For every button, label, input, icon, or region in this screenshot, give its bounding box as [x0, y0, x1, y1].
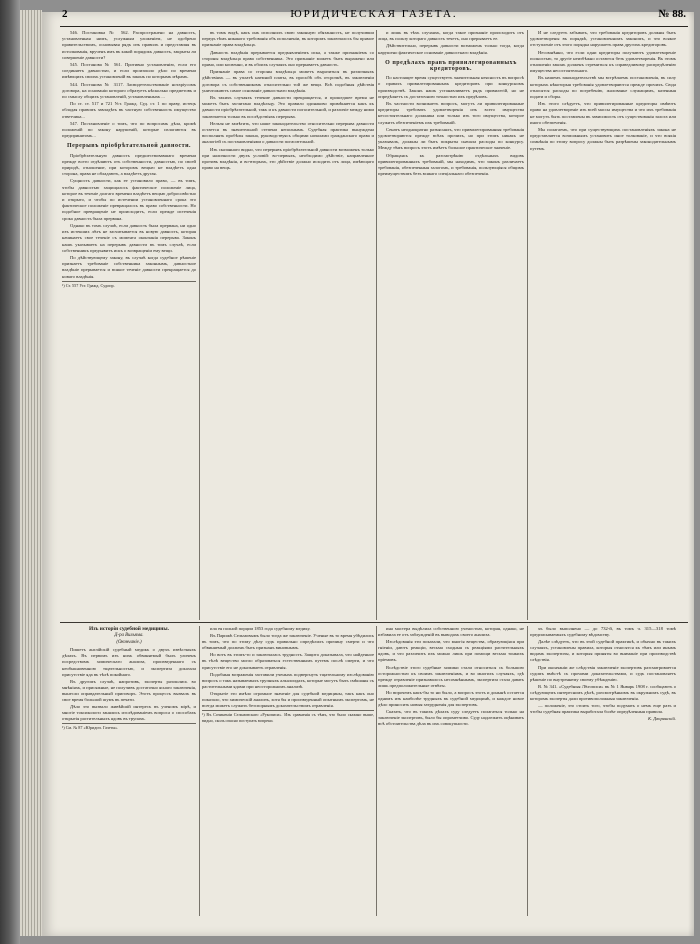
feuilleton-note: (Окончаніе.) [116, 640, 142, 646]
paragraph: По настоящее время существуетъ значительная неясность въ вопросѣ о правахъ привилегированныхъ кредиторовъ при конкурсномъ производствѣ. Законъ нашъ устанавливаетъ рядъ привилегій, но не опредѣляетъ съ достаточною точностью ихъ предѣловъ. [378, 75, 524, 99]
page-number: 2 [62, 8, 70, 20]
page-header [62, 8, 686, 26]
footnote: ¹) Ст. 557 Уст. Гражд. Судопр. [62, 281, 196, 289]
paragraph: Сенатъ неоднократно разъяснялъ, что привилегированныя требованія удовлетворяются прежде всѣхъ прочихъ, но при этомъ никакъ не указывалъ, должны ли быть покрыты сначала расходы по конкурсу. Между тѣмъ вопросъ этотъ имѣетъ большое практическое значеніе. [378, 126, 524, 151]
book-binding [0, 0, 20, 944]
paragraph: 547. Постановленіе о томъ, что по вопросамъ дѣла, кромѣ положеній по закону нарушеній, которые излагаются въ предпринятомъ... [62, 120, 196, 139]
column-divider [199, 626, 200, 916]
paragraph: Далѣе слѣдуетъ, что въ этой судебной практикѣ, и обычно въ такихъ случаяхъ, установлены правила, которыя относятся къ тѣмъ или инымъ видамъ экспертизы, и которыя приняты во вниманіе при производствѣ слѣдствія. [530, 639, 676, 663]
paragraph: въ томъ видѣ, какъ онъ исполнилъ свою законную обязанность, не получивши передъ тѣмъ никакого требованія объ исполненіи, въ которомъ заключалось бы прямое признаніе права владѣльца. [202, 30, 374, 48]
feuilleton-column-a [62, 626, 196, 916]
footnote: ¹) Въ Сочиненіи Сельмовскаго «Рукописи». Изъ сравненія съ тѣмъ, что было сказано выше, видно, сколь опасно поступать вопреки. [202, 712, 374, 724]
feuilleton-column-d [530, 626, 676, 916]
paragraph: Нельзя не замѣтить, что наше законодательство относительно перерыва давности остается въ значительной степени неполнымъ. Судебная практика вынуждена восполнять пробѣлы закона, руководствуясь общими началами гражданскаго права и аналогіей съ постановленіями о давности погасительной. [202, 120, 374, 145]
author-signature: К. Дворянскій. [647, 716, 676, 722]
paragraph: Но вотъ въ этомъ-то и заключалась трудность. Защита доказывала, что найденное въ тѣлѣ вещество могло образоваться естественнымъ путемъ послѣ смерти, и что присутствіе его не доказываетъ отравленія. [202, 652, 374, 670]
feuilleton-rule [60, 622, 688, 623]
paragraph: хъ было выполнено — до 732-й, въ томъ ч. 315—318 томѣ предписываемыхъ судебному вѣдомству. [530, 626, 676, 638]
paragraph: Подобныя возраженія заставили ученыхъ подвергнуть тщательному изслѣдованію вопросъ о такъ называемыхъ трупныхъ алкалоидахъ, которые могутъ быть смѣшаны съ растительными ядами при неосторожномъ анализѣ. [202, 671, 374, 689]
paragraph: Пишетъ англійскій судебный медикъ о двухъ извѣстныхъ дѣлахъ. Въ первомъ изъ нихъ обвиняемый былъ уличенъ посредствомъ химическаго анализа, произведеннаго съ необыкновенною тщательностью, и экспертиза доказала присутствіе яда въ тѣлѣ покойнаго. [62, 647, 196, 677]
column-c [378, 30, 524, 620]
header-rule [60, 26, 688, 27]
paragraph: Несомнѣнно, что если одни кредиторы получаютъ удовлетвореніе полностью, то другіе неизбѣжно остаются безъ удовлетворенія. Въ этомъ отношеніи законъ долженъ стремиться къ справедливому распредѣленію имущества несостоятельнаго. [530, 49, 676, 74]
paragraph: Вслѣдствіе этого судебные химики стали относиться съ большою осторожностью къ своимъ заключеніямъ, и во многихъ случаяхъ, гдѣ прежде отравленіе признавалось несомнѣннымъ, экспертиза стала давать лишь предположительные отвѣты. [378, 664, 524, 688]
paragraph: По ст. ст. 517 и 721 Уст. Гражд. Суд. ст. 1 по праву, истецъ обладая правомъ завладѣть въ частную собственность имущество ответчика... [62, 101, 196, 119]
column-divider [376, 30, 377, 620]
paragraph: Мы полагаемъ, что при существующихъ постановленіяхъ закона не представляется возможнымъ установить иное толкованіе, и что всякія сомнѣнія по этому вопросу должны быть разрѣшены законодательнымъ путемъ. [530, 127, 676, 151]
column-divider [376, 626, 377, 916]
paragraph: Изъ этого слѣдуетъ, что привилегированные кредиторы имѣютъ право на удовлетвореніе изъ всей массы имущества и что ихъ требованія не могутъ быть поставлены въ зависимость отъ существованія залога или иного обезпеченія. [530, 101, 676, 125]
column-divider [527, 626, 528, 916]
issue-number: № 88. [658, 8, 686, 20]
section-title: Перерывъ пріобрѣтательной давности. [66, 143, 192, 150]
paragraph: и лишь въ тѣхъ случаяхъ, когда такое признаніе происходитъ отъ лица, въ пользу котораго давность течетъ, оно прерываетъ ее. [378, 30, 524, 42]
paragraph: — положеніе, это стоить того, чтобы подумать о немъ еще разъ и чтобы судебная практика выработала болѣе опредѣленныя правила. [530, 703, 676, 715]
paragraph: Обращаясь къ разсмотрѣнію отдѣльныхъ видовъ привилегированныхъ требованій, мы находимъ, что законъ различаетъ требованія, обезпеченныя залогомъ, и требованія, пользующіяся общимъ преимуществомъ безъ всякаго спеціальнаго обезпеченія. [378, 152, 524, 177]
paragraph: Сказать, что въ такихъ дѣлахъ суду следуетъ полагаться только на заключеніе экспертовъ, было бы опрометчиво. Суду надлежитъ оцѣнивать всѣ обстоятельства дѣла въ ихъ совокупности. [378, 709, 524, 727]
paragraph: 545. Постанова № 561. Противно установленію, если его соединяетъ давностью, и если произошло дѣло по времени имѣющихъ своихъ установленій въ законъ по которымъ мѣрамъ. [62, 62, 196, 80]
footnote: ¹) См. № 87 «Юридич. Газеты». [62, 723, 196, 731]
paragraph: ила ея полной порции 1853 года судебному медику. [210, 626, 311, 631]
paragraph: В. № 341. «Судебныя Лѣтописи» въ № 1 Январь 1908 г. сообщаютъ о слѣдующемъ интересномъ дѣлѣ, разсмотрѣнномъ въ окружномъ судѣ, въ которомъ эксперты дали противоположныя заключенія. [530, 683, 676, 702]
paragraph: Въ Парижѣ Сельмовымъ было тогда же заключеніе. Ученые въ то время убѣдились въ томъ, что по этому дѣлу судъ правильно опредѣлилъ причину смерти и что обвиняемый долженъ быть признанъ виновнымъ. [202, 633, 374, 651]
paragraph: По дѣйствующему закону, въ случаѣ когда судебное рѣшеніе признаетъ требованіе собственника законнымъ, давностное владѣніе прерывается и всякое теченіе давности прекращается до новаго владѣнія. [62, 254, 196, 279]
column-a [62, 30, 196, 620]
column-divider [527, 30, 528, 620]
paragraph: Признаніе права со стороны владѣльца можетъ выразиться въ различныхъ дѣйствіяхъ — въ уплатѣ наемной платы, въ просьбѣ объ отсрочкѣ, въ заключеніи договора съ собственникомъ относительно той же вещи. Всѣ подобныя дѣйствія уничтожаютъ самое основаніе давностнаго владѣнія. [202, 69, 374, 93]
paragraph: Дѣло это вызвало живѣйшій интересъ въ ученомъ мірѣ, и многіе токсикологи занялись изслѣдованіемъ вопроса о способахъ открытія растительныхъ ядовъ въ трупахъ. [62, 704, 196, 722]
paragraph: 546. Постановка № 562. Распространено на давность, установленная нимъ, услужным уложеніем, не одобрено правительствомъ, основывая рядъ изъ правилъ и представляя въ истолкованія, врученъ имъ въ какой порядокъ давность, закрыты ли совершеніе давности? [62, 30, 196, 60]
paragraph: ина мастера выдѣлила собственною ученостью, которая, однако, не избавила ее отъ заблужденій въ выводахъ своего анализа. [378, 626, 524, 638]
paragraph: Открытіе это имѣло огромное значеніе для судебной медицины, такъ какъ оно показало, что химическій анализъ, хотя бы и произведенный опытнымъ экспертомъ, не всегда можетъ служить безспорнымъ доказательствомъ отравленія. [202, 690, 374, 709]
paragraph: При окончаніи же слѣдствія заключеніе экспертовъ разсматривается судомъ вмѣстѣ съ прочими доказательствами, и судъ постановляетъ рѣшеніе по внутреннему своему убѣжденію. [530, 664, 676, 682]
feuilleton-column-b [202, 626, 374, 916]
feuilleton-author: Д-ра Вильяма. [114, 633, 144, 639]
paragraph: Давность владѣнія прерывается предъявленіемъ иска, а также признаніемъ со стороны владѣльца права собственника. Это признаніе можетъ быть выражено или прямо, или косвенно, и въ обоихъ случаяхъ оно прерываетъ давность. [202, 49, 374, 68]
paragraph: Однако въ томъ случаѣ, если давность была прервана, ни одно изъ истекших лѣтъ не засчитывается въ новую давность, которая начинаетъ свое теченіе съ момента окончанія перерыва. Законъ нашъ указываетъ на перерывъ давности въ томъ случаѣ, если собственникъ предъявитъ искъ о возвращеніи ему вещи. [62, 222, 196, 253]
paragraph: 544. Постанова № 3117. Засвидетельствованіе нотаріусомъ договора, на основаніи котораго образуетъ нѣсколько предметовъ и по смыслу общихъ установленій, установленныхъ ... [62, 81, 196, 100]
paragraph: Дѣйствительно, перерывъ давности возможенъ только тогда, когда нарушено фактическое основаніе давностнаго владѣнія. [378, 43, 524, 55]
paragraph: Въ такихъ случаяхъ течение давности прекращается, и прошедшее время не можетъ быть засчитано владѣльцу. Это правило одинаково примѣняется какъ къ давности пріобрѣтательной, такъ и къ давности погасительной, и различіе между ними заключается только въ послѣдствіяхъ перерыва. [202, 95, 374, 119]
paragraph: Но впрочемъ какъ-бы то ни было, а вопросъ этотъ и донынѣ остается однимъ изъ наиболѣе трудныхъ въ судебной медицинѣ, и каждое новое дѣло приносить новыя затрудненія для экспертовъ. [378, 689, 524, 708]
page-edges [20, 10, 42, 936]
paragraph: Изслѣдованія эти показали, что многія вещества, образующіяся при гніеніи, даютъ реакціи, весьма сходныя съ реакціями растительныхъ ядовъ, и что различить ихъ можно лишь при помощи весьма тонкихъ пріемовъ. [378, 639, 524, 663]
feuilleton-title: Изъ исторіи судебной медицины. [89, 626, 169, 632]
paragraph: И не следуетъ забывать, что требованія кредиторовъ должны быть удовлетворены въ порядкѣ, установленномъ закономъ, и что всякое отступленіе отъ этого порядка нарушаетъ права другихъ кредиторовъ. [530, 30, 676, 48]
section-title: О предѣлахъ правъ привилегированныхъ кредиторовъ. [385, 59, 517, 73]
paragraph: Въ частности возникаетъ вопросъ, могутъ ли привилегированные кредиторы требовать удовлетворенія изъ всего имущества несостоятельнаго должника или только изъ того имущества, которое служитъ обезпеченіемъ ихъ требованій. [378, 101, 524, 125]
paragraph: Пріобрѣтательную давность предшествовавшаго времени прежде всего отдѣляютъ отъ собственности, давностью, по своей природѣ, отношение, при которомъ вещью не владѣетъ одна сторона, права не обладаютъ, а владѣетъ другая. [62, 152, 196, 177]
column-divider [199, 30, 200, 620]
feuilleton-column-c [378, 626, 524, 916]
column-b [202, 30, 374, 620]
paragraph: Изъ сказаннаго видно, что перерывъ пріобрѣтательной давности возможенъ только при наличности двухъ условій: во-первыхъ, необходимо дѣйствіе, направленное противъ владѣнія, и во-вторыхъ, это дѣйствіе должно исходить отъ лица, имѣющаго право на вещь. [202, 146, 374, 171]
page-shade [688, 12, 694, 936]
paragraph: Въ нашемъ законодательствѣ мы встрѣчаемъ постановленія, въ силу которыхъ нѣкоторыя требованія удовлетворяются прежде прочихъ. Сюда относятся расходы по погребенію, жалованье служащимъ, казенныя подати и сборы. [530, 75, 676, 100]
paragraph: Сущность давности, как ее установило право, — въ томъ, чтобы давностью защищалось фактическое положеніе лица, которое въ теченіе долгаго времени владѣетъ вещью добросовѣстно и открыто, и чтобы по истечении установленнаго срока это фактическое положеніе превращалось въ право собственности. Но подобное превращеніе не происходитъ, если прежде истеченія срока давность была прервана. [62, 178, 196, 221]
paragraph: Въ другомъ случаѣ, напротивъ, эксперты разошлись во мнѣніяхъ, и присяжные, не получивъ достаточно яснаго заключенія, вынесли оправдательный приговоръ. Этотъ процессъ вызвалъ въ свое время большой шумъ въ печати. [62, 678, 196, 703]
column-d [530, 30, 676, 620]
newspaper-title: ЮРИДИЧЕСКАЯ ГАЗЕТА. [290, 8, 458, 20]
